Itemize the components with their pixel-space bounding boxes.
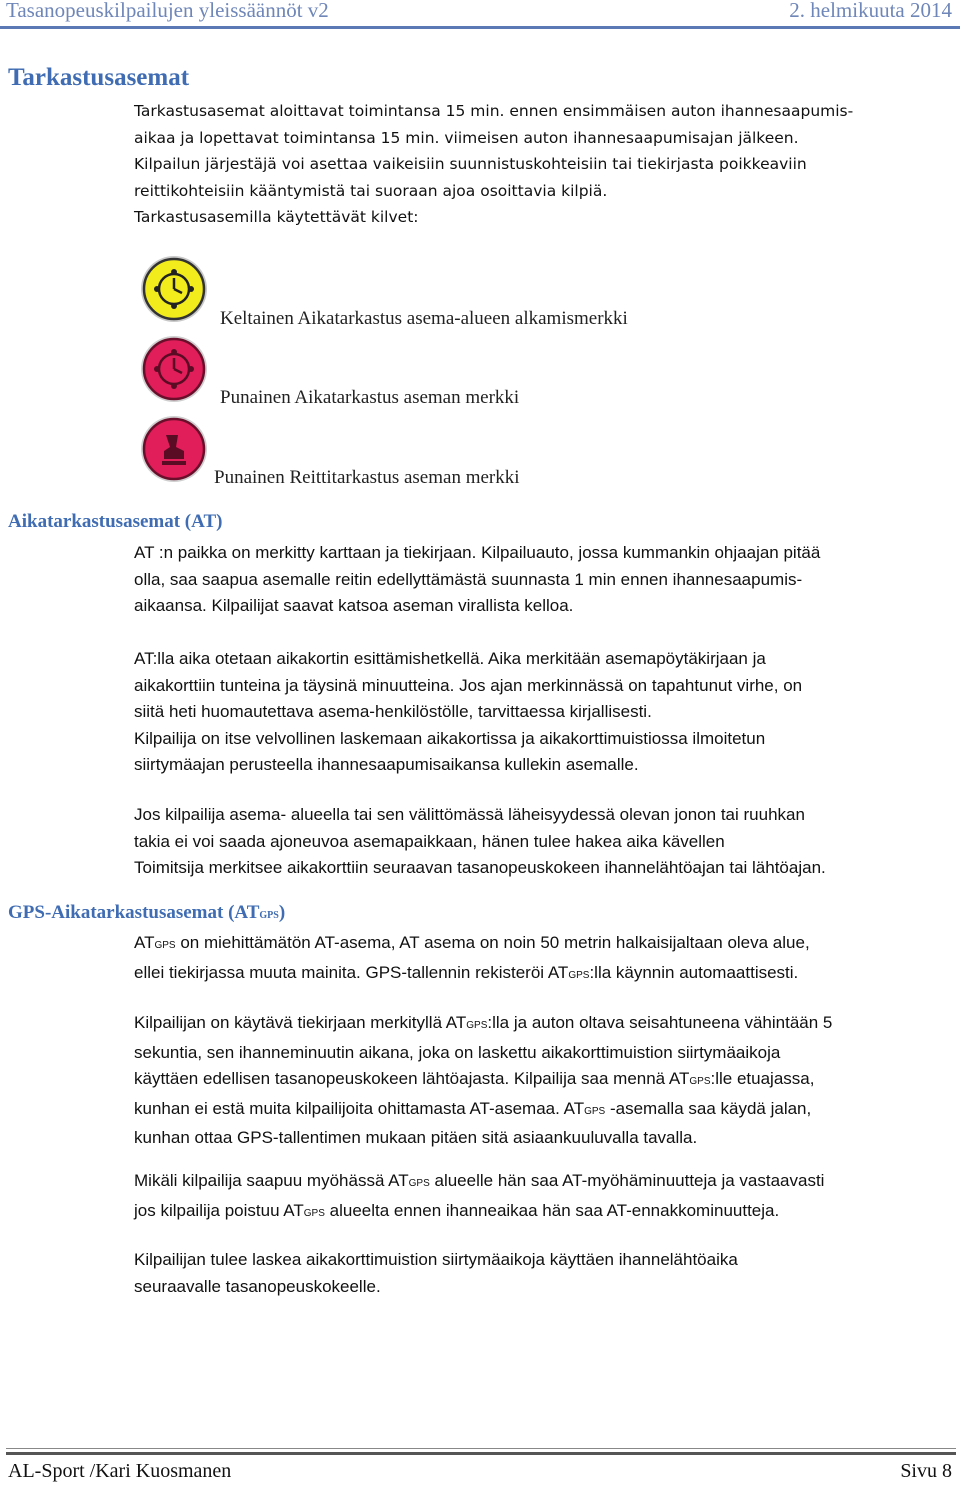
section1-paragraph	[134, 98, 853, 231]
text-segment: on miehittämätön AT-asema, AT asema on noin 50 metrin halkaisijaltaan oleva alue,	[175, 933, 810, 952]
text-segment: ellei tiekirjassa muuta mainita. GPS-tallennin rekisteröi AT	[134, 962, 569, 982]
section-title-aikatarkastusasemat: Aikatarkastusasemat (AT)	[8, 511, 223, 532]
yellow-clock-sign-icon	[140, 255, 208, 328]
text-line: siirtymäajan perusteella ihannesaapumisaikansa kullekin asemalle.	[134, 755, 639, 774]
text-line: Kilpailijan tulee laskea aikakorttimuistion siirtymäaikoja käyttäen ihannelähtöaika	[134, 1250, 738, 1269]
gps-subscript: GPS	[303, 1207, 325, 1219]
text-line: aikaa ja lopettavat toimintansa 15 min. viimeisen auton ihannesaapumisajan jälkeen.	[134, 128, 799, 147]
text-line: aikaansa. Kilpailijat saavat katsoa aseman virallista kelloa.	[134, 596, 574, 615]
section-title-gps-aikatarkastusasemat	[8, 902, 285, 924]
footer-divider-thin	[6, 1448, 956, 1449]
footer-author: AL-Sport /Kari Kuosmanen	[8, 1460, 232, 1482]
text-line	[134, 930, 810, 960]
text-line: Tarkastusasemat aloittavat toimintansa 15 min. ennen ensimmäisen auton ihannesaapumis-	[134, 102, 854, 120]
text-line	[134, 1066, 832, 1096]
text-line: Kilpailija on itse velvollinen laskemaan aikakortissa ja aikakorttimuistiossa ilmoitetun	[134, 728, 766, 748]
red-stamp-sign-icon	[140, 415, 208, 488]
section3-paragraph-4	[134, 1247, 738, 1300]
text-line: siitä heti huomautettava asema-henkilöstölle, tarvittaessa kirjallisesti.	[134, 702, 652, 721]
title-end: )	[278, 902, 286, 923]
red-clock-sign-icon	[140, 335, 208, 408]
text-line: Tarkastusasemilla käytettävät kilvet:	[134, 208, 419, 226]
text-line: kunhan ottaa GPS-tallentimen mukaan pitäen sitä asiaankuuluvalla tavalla.	[134, 1128, 698, 1147]
text-segment: alueelta ennen ihanneaikaa hän saa AT-ennakkominuutteja.	[324, 1200, 780, 1220]
text-segment: käyttäen edellisen tasanopeuskokeen lähtöajasta. Kilpailija saa mennä AT	[134, 1069, 690, 1088]
text-line	[134, 1096, 832, 1126]
sign-caption-red-route-control: Punainen Reittitarkastus aseman merkki	[214, 467, 520, 488]
text-line: takia ei voi saada ajoneuvoa asemapaikkaan, hänen tulee hakea aika kävellen	[134, 831, 725, 851]
text-segment: :lla käynnin automaattisesti.	[589, 962, 799, 982]
header-document-title: Tasanopeuskilpailujen yleissäännöt v2	[6, 0, 329, 22]
text-line	[134, 960, 810, 990]
text-line: Kilpailun järjestäjä voi asettaa vaikeisiin suunnistuskohteisiin tai tiekirjasta poikkeaviin	[134, 155, 807, 173]
text-line: reittikohteisiin kääntymistä tai suoraan ajoa osoittavia kilpiä.	[134, 181, 608, 200]
section3-paragraph-2	[134, 1010, 832, 1152]
section2-paragraph-1	[134, 540, 820, 620]
text-segment: :lla ja auton oltava seisahtuneena vähintään 5	[487, 1013, 833, 1032]
header-divider	[0, 26, 960, 29]
text-line: olla, saa saapua asemalle reitin edellyttämästä suunnasta 1 min ennen ihannesaapumis-	[134, 569, 803, 589]
title-subscript: GPS	[259, 910, 279, 921]
gps-subscript: GPS	[568, 969, 590, 981]
at-text: AT	[134, 933, 155, 952]
header-date: 2. helmikuuta 2014	[789, 0, 952, 22]
gps-subscript: GPS	[584, 1105, 606, 1117]
text-line: seuraavalle tasanopeuskokeelle.	[134, 1276, 381, 1296]
section3-paragraph-3	[134, 1168, 824, 1227]
text-segment: -asemalla saa käydä jalan,	[605, 1098, 812, 1118]
section3-paragraph-1	[134, 930, 810, 989]
text-segment: kunhan ei estä muita kilpailijoita ohittamasta AT-asemaa. AT	[134, 1098, 585, 1118]
text-segment: jos kilpailija poistuu AT	[134, 1200, 304, 1220]
section-title-tarkastusasemat: Tarkastusasemat	[8, 64, 190, 91]
text-segment: :lle etuajassa,	[710, 1069, 815, 1088]
text-line	[134, 1010, 832, 1040]
sign-caption-red-time-control: Punainen Aikatarkastus aseman merkki	[220, 387, 520, 408]
gps-subscript: GPS	[154, 940, 176, 951]
title-text: GPS-Aikatarkastusasemat (AT	[8, 902, 260, 923]
text-segment: Kilpailijan on käytävä tiekirjaan merkityllä AT	[134, 1013, 467, 1032]
text-line: Toimitsija merkitsee aikakorttiin seuraavan tasanopeuskokeen ihannelähtöajan tai lähtöajan.	[134, 858, 826, 877]
footer-page-number: Sivu 8	[900, 1460, 952, 1482]
footer-divider-thick	[6, 1452, 956, 1455]
text-line: AT :n paikka on merkitty karttaan ja tiekirjaan. Kilpailuauto, jossa kummankin ohjaajan pitää	[134, 543, 821, 562]
gps-subscript: GPS	[466, 1020, 488, 1031]
text-line: aikakorttiin tunteina ja täysinä minuutteina. Jos ajan merkinnässä on tapahtunut virhe, on	[134, 675, 803, 695]
gps-subscript: GPS	[689, 1076, 711, 1087]
text-line	[134, 1168, 824, 1198]
text-segment: alueelle hän saa AT-myöhäminuutteja ja vastaavasti	[429, 1171, 825, 1190]
text-line: sekuntia, sen ihanneminuutin aikana, joka on laskettu aikakorttimuistion siirtymäaikoja	[134, 1042, 781, 1062]
section2-paragraph-2	[134, 646, 802, 779]
text-line: Jos kilpailija asema- alueella tai sen välittömässä läheisyydessä olevan jonon tai ruuhkan	[134, 805, 805, 824]
text-segment: Mikäli kilpailija saapuu myöhässä AT	[134, 1171, 409, 1190]
text-line	[134, 1198, 824, 1228]
sign-caption-yellow-time-control-start: Keltainen Aikatarkastus asema-alueen alkamismerkki	[220, 308, 628, 329]
text-line: AT:lla aika otetaan aikakortin esittämishetkellä. Aika merkitään asemapöytäkirjaan ja	[134, 649, 766, 668]
gps-subscript: GPS	[408, 1178, 430, 1189]
section2-paragraph-3	[134, 802, 826, 882]
